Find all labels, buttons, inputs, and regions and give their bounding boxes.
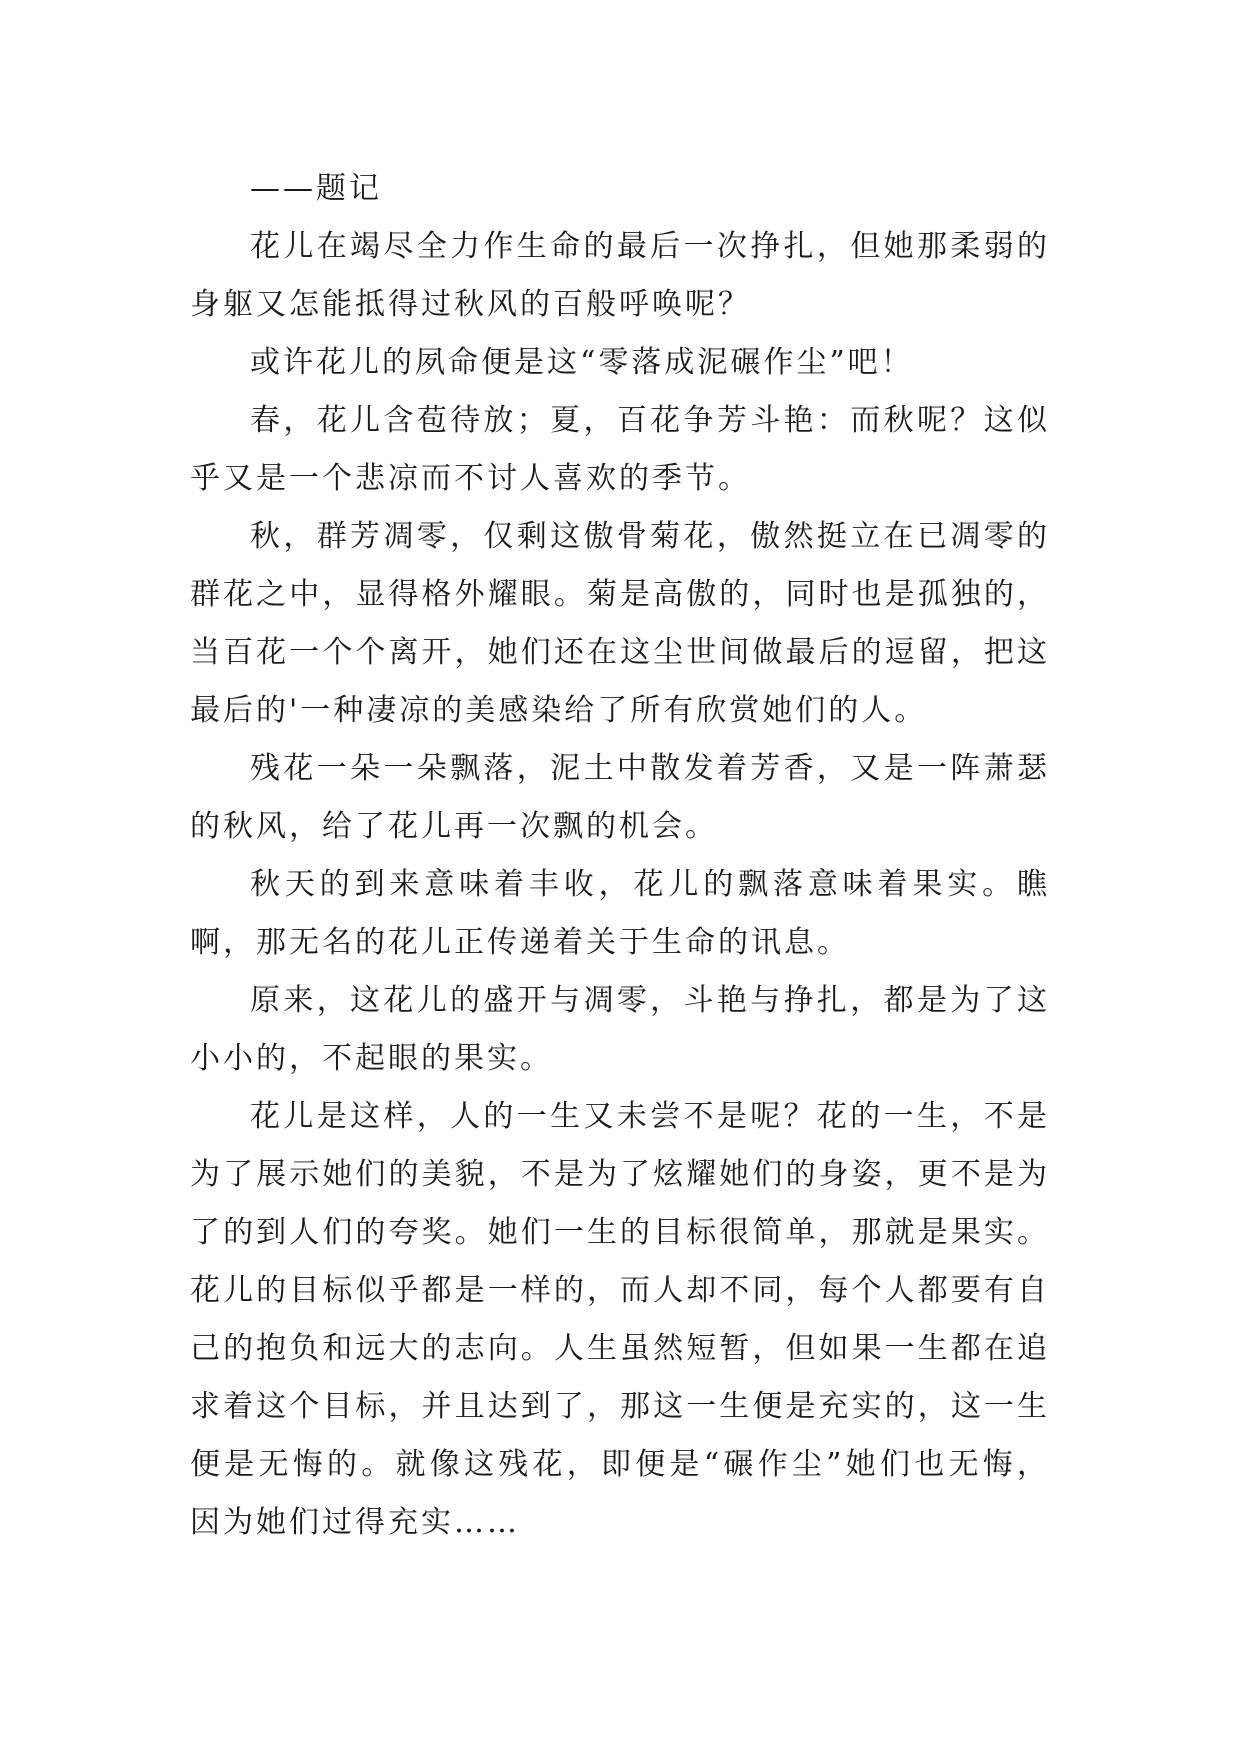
- paragraph: 花儿在竭尽全力作生命的最后一次挣扎，但她那柔弱的身躯又怎能抵得过秋风的百般呼唤呢？: [190, 229, 1050, 322]
- paragraph: 花儿是这样，人的一生又未尝不是呢？花的一生，不是为了展示她们的美貌，不是为了炫耀她们的身姿，更不是为了的到人们的夸奖。她们一生的目标很简单，那就是果实。花儿的目标似乎都是一样的，而人却不同，每个人都要有自己的抱负和远大的志向。人生虽然短暂，但如果一生都在追求着这个目标，并且达到了，那这一生便是充实的，这一生便是无悔的。就像这残花，即便是“碾作尘”她们也无悔，因为她们过得充实……: [190, 1099, 1050, 1540]
- document-body: [190, 160, 1050, 1552]
- paragraph: 秋，群芳凋零，仅剩这傲骨菊花，傲然挺立在已凋零的群花之中，显得格外耀眼。菊是高傲的，同时也是孤独的，当百花一个个离开，她们还在这尘世间做最后的逗留，把这最后的'一种凄凉的美感染给了所有欣赏她们的人。: [190, 519, 1050, 728]
- paragraph: 残花一朵一朵飘落，泥土中散发着芳香，又是一阵萧瑟的秋风，给了花儿再一次飘的机会。: [190, 751, 1050, 844]
- paragraph: 或许花儿的夙命便是这“零落成泥碾作尘”吧！: [250, 345, 914, 380]
- paragraph: 秋天的到来意味着丰收，花儿的飘落意味着果实。瞧啊，那无名的花儿正传递着关于生命的讯息。: [190, 867, 1050, 960]
- paragraph: 春，花儿含苞待放；夏，百花争芳斗艳：而秋呢？这似乎又是一个悲凉而不讨人喜欢的季节。: [190, 403, 1050, 496]
- epigraph-note: ——题记: [250, 171, 382, 206]
- paragraph: 原来，这花儿的盛开与凋零，斗艳与挣扎，都是为了这小小的，不起眼的果实。: [190, 983, 1050, 1076]
